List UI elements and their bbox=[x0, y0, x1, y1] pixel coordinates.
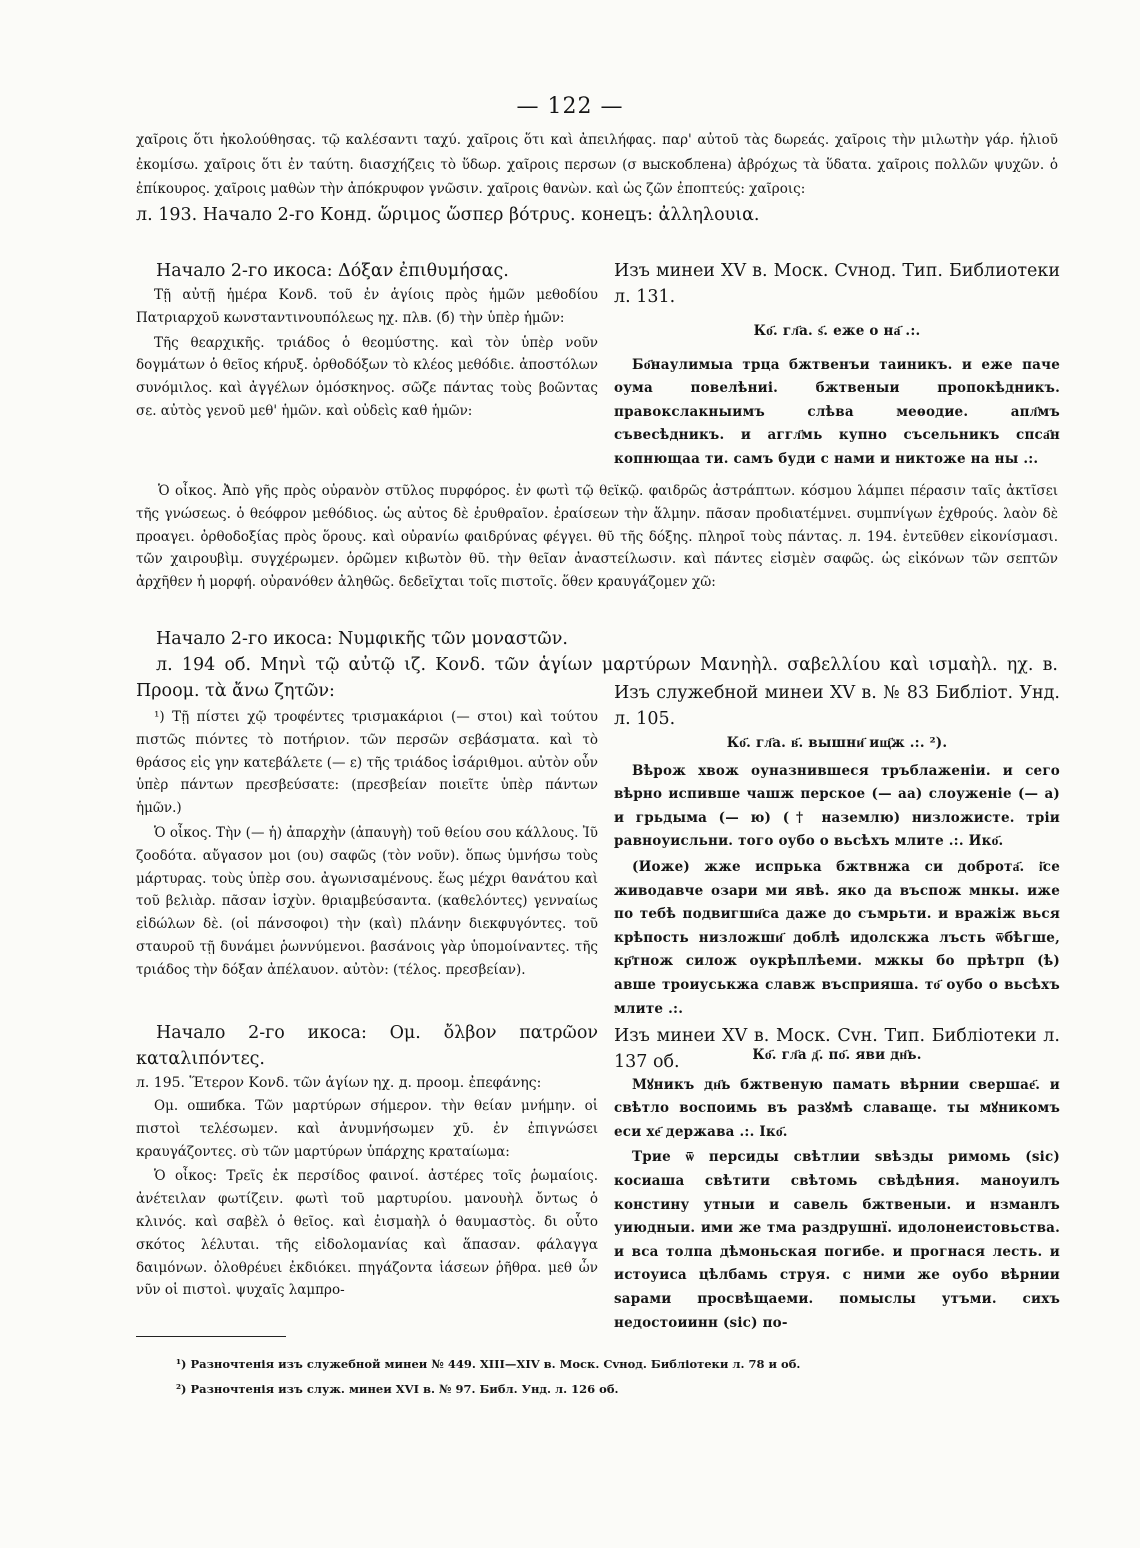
oikos1-greek-text: Ὁ οἶκος. Ἀπὸ γῆς πρὸς οὐρανὸν στῦλος πυρφόρος. ἐν φωτὶ τῷ θεϊκῷ. φαιδρῶς ἀστράπτων. κόσμου λάμπει πέρασιν ταῖς ἀκτῖσει τῆς γνώσεως. ὁ θεόφρον μεθόδιος. ὡς αὐτος δὲ ἐρυθραῖον. ἐραίσεων τὴν ἅλμην. πᾶσαν προδιατέμνει. συμπνίγων ἐχθρούς. λαὸν δὲ προαγει. ὀρθοδοξίας πρὸς ὅρους. καὶ οὐρανίω φαιδρύνας φέγγει. θῦ τῆς δόξης. πληροῖ τοὺς πάντας. л. 194. ἐντεῦθεν εἰκονίσμασι. τῶν χαιρουβὶμ. συγχέρωμεν. ὁρῶμεν κιβωτὸν θῦ. τὴν θεῖαν ἀναστείλωσιν. καὶ πάντες εἰσμὲν σαφῶς. ὡς εἰκόνων τῶν σεπτῶν ἀρχῆθεν ἡ μορφή. οὐρανόθεν ἀληθῶς. δεδεῖχται τοῖς πιστοῖς. ὅθεν κραυγάζομεν χῶ: bbox=[136, 483, 1058, 591]
section1-ikos-heading: Начало 2-го икоса: Δόξαν ἐπιθυμήσας. bbox=[156, 261, 509, 281]
top-greek-block bbox=[136, 128, 1058, 228]
section3-slavonic-kondak-heading: Ко҃. гл҃а д҃. по҃. яви дн҃ь. bbox=[752, 1047, 922, 1063]
section2-l194-heading: л. 194 об. Μηνὶ τῷ αὐτῷ ιζ. Κονδ. τῶν ἁγίων μαρτύρων Μανηὴλ. σαβελλίου καὶ ισμαὴλ. ηχ. в. Προομ. τὰ ἄνω ζητῶν: bbox=[136, 655, 1058, 701]
section1-slavonic-kondak-heading: Ко҃. гл҃а. ѕ҃. еже о на҃ .:. bbox=[753, 323, 921, 339]
section3-slavonic-oikos: Трие ѿ персиды свѣтлии ѕвѣзды римомь (sic) косиаша свѣтити свѣтомь свѣдѣния. маноуилъ констину утныи и савель бжтвеныи. и нзманлъ уиюдныи. ими же тма раздрушнї. идолонеистовьства. и вса толпа дѣмоньская погибе. и прогнася лесть. и истоуиса цѣлбамь струя. с ними же оубо вѣрнии ѕарами просвѣщаеми. помыслы утъми. сихъ недостоиинн (sic) по- bbox=[614, 1149, 1060, 1331]
oikos1-full-width bbox=[136, 480, 1058, 594]
section2-slavonic-oikos: (Иоже) жже испрька бжтвнжа си доброта҃. і҃се живодавче озари ми явѣ. яко да въспож мнкы. иже по тебѣ подвигши҃са даже до съмрьти. и вражіж вься крѣпость низложши҃ доблѣ идолскжа лъсть ѿбѣгше, кр҃тнож силож оукрѣплѣеми. мжкы бо прѣтрп (ѣ) авше троиуськжа славж въсприяша. то҃ оубо о вьсѣхъ млите .:. bbox=[614, 858, 1060, 1017]
section2-slavonic-kondak: Вѣрож хвож оуназнившеся тръблаженіи. и сего вѣрно испивше чашж перское (— аа) слоуженіе (— а) и грьдыма (— ю) († наземлю) низложисте. тріи равноуисльни. того оубо о вьсѣхъ млите .:. Ико҃. bbox=[614, 762, 1060, 850]
section2-right-column bbox=[614, 680, 1060, 1075]
section3-right-column bbox=[614, 1044, 1060, 1337]
l193-kondak-line: л. 193. Начало 2-го Конд. ὥριμος ὥσπερ βότρυς. конецъ: ἀλληλουια. bbox=[136, 204, 760, 225]
section2-source-heading: Изъ служебной минеи XV в. № 83 Библіот. Унд. л. 105. bbox=[614, 683, 1060, 729]
section1-left-column bbox=[136, 258, 598, 425]
section2-kondak-greek: ¹) Τῇ πίστει χῷ τροφέντες τρισμακάριοι (— στοι) καὶ τούτου πιστῶς πιόντες τὸ ποτήριον. τῶν περσῶν σεβάσματα. καὶ τὸ θράσος εἰς γην κατεβάλετε (— ε) τῆς τριάδος ἰσάριθμοι. αὐτὸν οὖν ὑπὲρ πάντων πρεσβεύσατε: (πρεσβείαν ποιεῖτε ὑπὲρ πάντων ἡμῶν.) bbox=[136, 709, 598, 817]
section3-left-column bbox=[136, 1020, 598, 1304]
section2-oikos-greek: Ὁ οἶκος. Τὴν (— ἡ) ἀπαρχὴν (ἀπαυγὴ) τοῦ θείου σου κάλλους. Ἰῦ ζοοδότα. αὔγασον μοι (ου) σαφῶς (τὸν νοῦν). ὅπως ὑμνήσω τοὺς μάρτυρας. τοὺς ὑπὲρ σου. ἀγωνισαμένους. ἕως μέχρι θανάτου καὶ τοῦ βελιὰρ. πᾶσαν ἰσχὺν. θριαμβεύσαντα. (καθελόντες) γενναίως εἰδώλων δὲ. (οἱ πάνσοφοι) τὴν (καὶ) πλάνην διεκφυγόντες. τοῦ σταυροῦ τῇ δυνάμει ῥωννύμενοι. βασάνοις γὰρ ὑπομοίναντες. τῆς τριάδος τὴν δόξαν ἀπέλαυον. αὐτὸν: (τέλος. πρεσβείαν). bbox=[136, 824, 598, 978]
section3-oikos-greek: Ὁ οἶκος: Τρεῖς ἐκ περσίδος φαινοί. ἀστέρες τοῖς ῥωμαίοις. ἀνέτειλαν φωτίζειν. φωτὶ τοῦ μαρτυρίου. μανουὴλ ὄντως ὁ κλινός. καὶ σαβὲλ ὁ θεῖος. καὶ ἐισμαὴλ ὁ θαυμαστὸς. δι οὗτο σκότος λέλυται. τῆς εἰδολομανίας καὶ ἅπασαν. φάλαγγα δαιμόνων. ὀλοθρέυει ἐκδιόκει. πηγάζοντα ἰάσεων ῥῆθρα. μεθ ὧν νῦν οἱ πιστοὶ. ψυχαῖς λαμπρο- bbox=[136, 1168, 598, 1299]
greek-continuation-paragraph: χαῖροις ὅτι ἠκολούθησας. τῷ καλέσαντι ταχύ. χαῖροις ὅτι καὶ ἀπειλήφας. παρ' αὐτοῦ τὰς δωρεάς. χαῖροις τὴν μιλωτὴν γάρ. ἡλιοῦ ἐκομίσω. χαῖροις ὅτι ἐν ταύτη. διασχήζεις τὸ ὕδωρ. χαῖροις περσων (σ выскоблена) ἀβρόχως τὰ ὕδατα. χαῖροις πολλῶν ψυχῶν. ὁ ἐπίκουρος. χαῖροις μαθὼν τὴν ἀπόκρυφον γνῶσιν. χαῖροις θανὼν. καὶ ὡς ζῶν ἐποπτεύς: χαῖροις: bbox=[136, 132, 1058, 197]
footnote-1: ¹) Разночтенія изъ служебной минеи № 449. XIII—XIV в. Моск. Сvнод. Библіотеки л. 78 и об. bbox=[176, 1357, 801, 1371]
section3-ikos-heading: Начало 2-го икоса: Ομ. ὄλβον πατρῶον καταλιπόντες. bbox=[136, 1023, 598, 1069]
footnote-2: ²) Разночтенія изъ служ. минеи XVI в. № 97. Библ. Унд. л. 126 об. bbox=[176, 1382, 619, 1396]
page-number: — 122 — bbox=[516, 94, 624, 119]
section1-slavonic-text: Бо҃наулимыа трца бжтвенъи таиникъ. и еже паче оума повелѣниі. бжтвеныи пропокѣдникъ. правокслакныимъ слѣва меѳодие. апл҃мъ съвесѣдникъ. и аггл҃мь купно съсельникъ спса҃н копнющаа ти. самъ буди с нами и никтоже на ны .:. bbox=[614, 356, 1060, 467]
section3-slavonic-kondak: Мꙋникъ дн҃ь бжтвеную памать вѣрнии свершае҃. и свѣтло воспоимь въ разꙋмѣ славаще. ты мꙋникомъ еси хе҃ держава .:. Іко҃. bbox=[614, 1076, 1060, 1140]
footnote-divider bbox=[136, 1336, 286, 1337]
section2-source2-heading: Изъ минеи XV в. Моск. Сvн. Тип. Библіотеки л. 137 об. bbox=[614, 1026, 1060, 1073]
section2-ikos-heading: Начало 2-го икоса: Νυμφικῆς τῶν μοναστῶν. bbox=[156, 629, 568, 649]
section2-slavonic-kondak-heading: Ко҃. гл҃а. в҃. вышни҃ ищ҃ж .:. ²). bbox=[726, 735, 948, 751]
section1-kondak-greek: Τῇ αὐτῇ ἡμέρα Κονδ. τοῦ ἐν ἁγίοις πρὸς ἡμῶν μεθοδίου Πατριαρχοῦ κωνσταντινουπόλεως ηχ. πλв. (б) τὴν ὑπὲρ ἡμῶν: bbox=[136, 287, 598, 326]
section2-left-column bbox=[136, 706, 598, 984]
footnotes bbox=[176, 1352, 1036, 1402]
section1-source-heading: Изъ минеи XV в. Моск. Сvнод. Тип. Библиотеки л. 131. bbox=[614, 261, 1060, 307]
section1-kondak-greek-text: Τῆς θεαρχικῆς. τριάδος ὁ θεομύστης. καὶ τὸν ὑπὲρ νοῦν δογμάτων ὁ θεῖος κήρυξ. ὀρθοδόξων τὸ κλέος μεθόδιε. ἀποστόλων συνόμιλος. καὶ ἀγγέλων ὁμόσκηνος. σῶζε πάντας τοὺς βοῶντας σε. αὐτὸς γενοῦ μεθ' ἡμῶν. καὶ οὐδεὶς καθ ἡμῶν: bbox=[136, 334, 598, 419]
section3-l195-heading: л. 195. Ἕτερον Κονδ. τῶν ἁγίων ηχ. д. προομ. ἐπεφάνης: bbox=[136, 1075, 542, 1091]
section3-kondak-greek: Ομ. ошибка. Τῶν μαρτύρων σήμερον. τὴν θείαν μνήμην. οἱ πιστοὶ τελέσωμεν. καὶ ἀνυμνήσωμεν χῦ. ἐν ἐπιγνώσει κραυγάζοντες. σὺ τῶν μαρτύρων ὑπάρχης κραταίωμα: bbox=[136, 1098, 598, 1160]
section1-right-column bbox=[614, 258, 1060, 474]
